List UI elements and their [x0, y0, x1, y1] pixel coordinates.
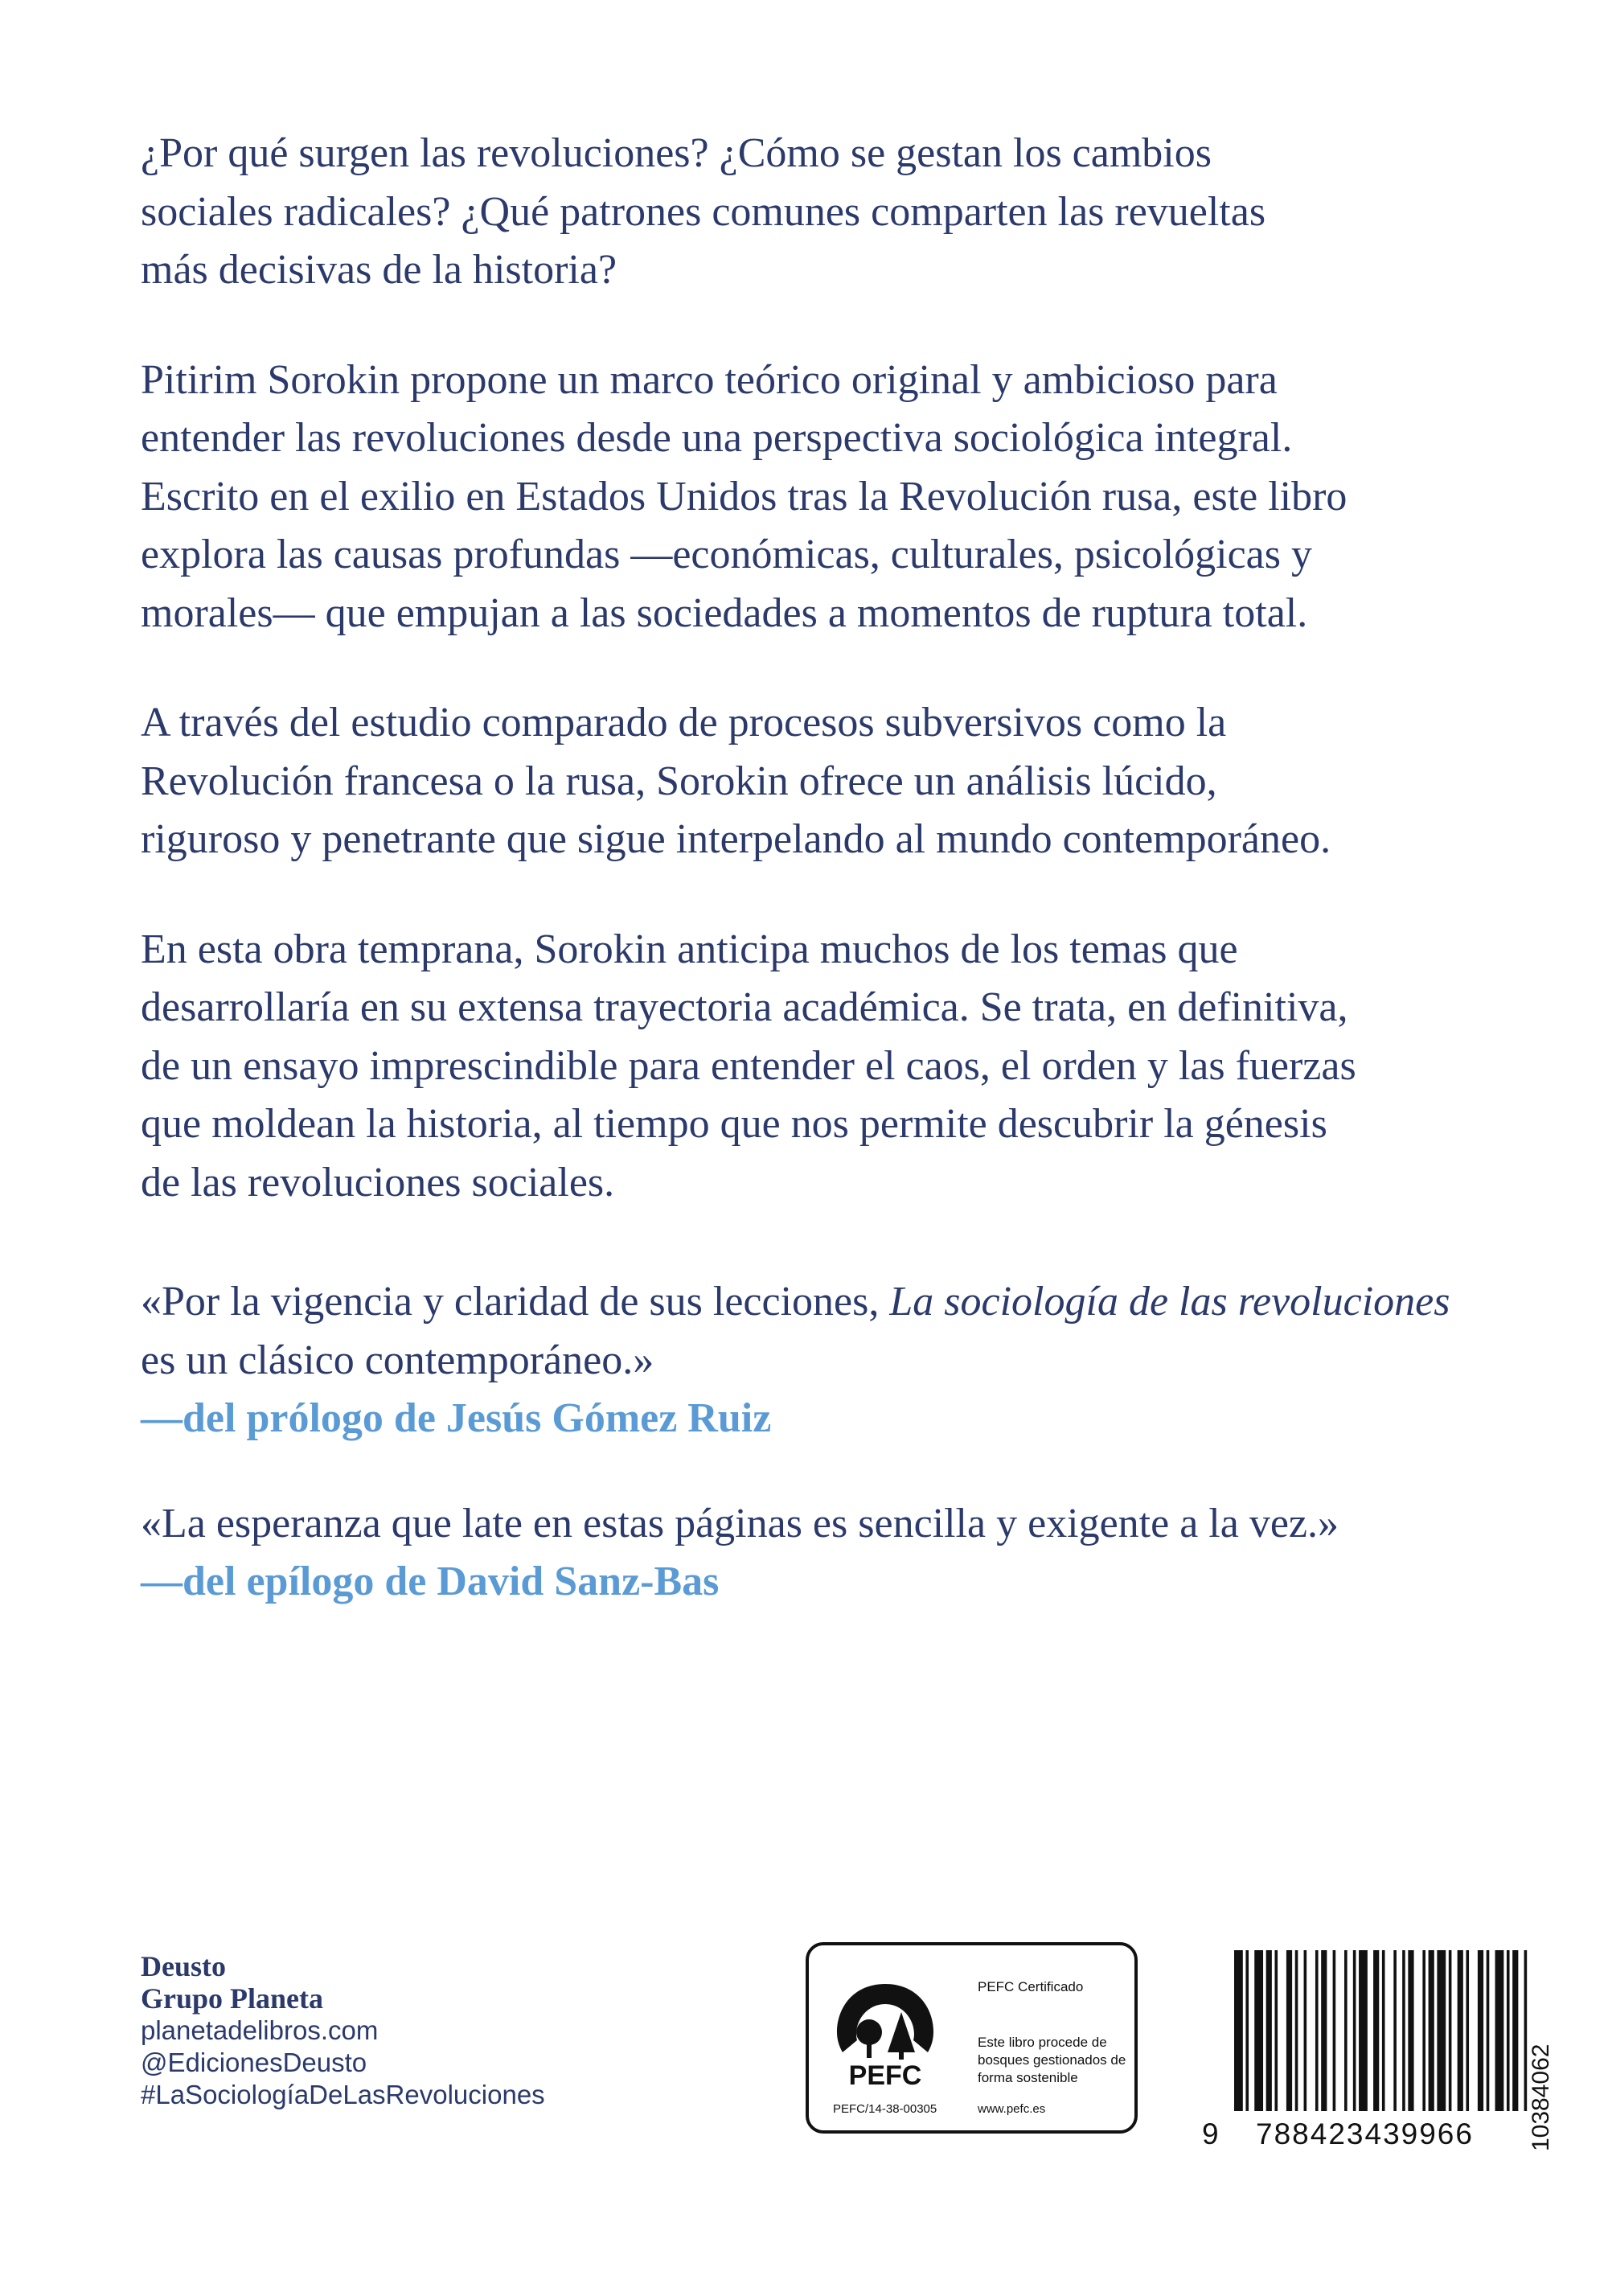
- publisher-name: Deusto: [141, 1950, 226, 1982]
- barcode-bar: [1315, 1950, 1319, 2111]
- barcode-digits: 788423439966: [1256, 2117, 1474, 2150]
- barcode-bar: [1487, 1950, 1490, 2111]
- barcode-bar: [1429, 1950, 1434, 2111]
- barcode-lead-digit: 9: [1202, 2117, 1219, 2150]
- barcode-bar: [1333, 1950, 1336, 2111]
- barcode-bar: [1344, 1950, 1348, 2111]
- quote-1-attribution: —del prólogo de Jesús Gómez Ruiz: [141, 1395, 772, 1441]
- synopsis-paragraph-1: ¿Por qué surgen las revoluciones? ¿Cómo se gestan los cambios sociales radicales? ¿Qué patrones comunes comparten las revueltas más decisivas de la historia?: [141, 130, 1266, 293]
- barcode-bar: [1507, 1950, 1510, 2111]
- barcode-bar: [1408, 1950, 1413, 2111]
- barcode-bar: [1266, 1950, 1272, 2111]
- isbn-barcode: [1202, 1950, 1536, 2159]
- pefc-description: Este libro procede de bosques gestionados de forma sostenible: [978, 2035, 1126, 2085]
- synopsis-paragraph-2: Pitirim Sorokin propone un marco teórico original y ambicioso para entender las revoluciones desde una perspectiva sociológica integral. Escrito en el exilio en Estados Unidos tras la Revolución rusa, este libro explora las causas profundas —económicas, culturales, psicológicas y morales— que empujan a las sociedades a momentos de ruptura total.: [141, 356, 1348, 636]
- barcode-bar: [1402, 1950, 1405, 2111]
- svg-text:PEFC: PEFC: [848, 2060, 922, 2089]
- book-title: La sociología de las revoluciones: [889, 1279, 1450, 1325]
- pefc-certification-box: [806, 1942, 1138, 2134]
- barcode-bar: [1254, 1950, 1263, 2111]
- barcode-bar: [1353, 1950, 1356, 2111]
- barcode-bar: [1422, 1950, 1425, 2111]
- product-code: 10384062: [1528, 2043, 1554, 2151]
- barcode-bar: [1478, 1950, 1483, 2111]
- barcode-bar: [1234, 1950, 1243, 2111]
- barcode-bar: [1466, 1950, 1469, 2111]
- publisher-handle: @EdicionesDeusto: [141, 2048, 367, 2077]
- publisher-website: planetadelibros.com: [141, 2015, 379, 2045]
- publisher-group: Grupo Planeta: [141, 1982, 324, 2015]
- barcode-bar: [1393, 1950, 1397, 2111]
- book-hashtag: #LaSociologíaDeLasRevoluciones: [141, 2080, 545, 2109]
- synopsis: [141, 125, 1491, 1212]
- barcode-bar: [1458, 1950, 1463, 2111]
- pefc-code: PEFC/14-38-00305: [833, 2102, 937, 2116]
- barcode-bar: [1304, 1950, 1307, 2111]
- barcode-bar: [1382, 1950, 1385, 2111]
- barcode-bar: [1437, 1950, 1446, 2111]
- barcode-bar: [1512, 1950, 1518, 2111]
- barcode-bar: [1286, 1950, 1292, 2111]
- quote-2: «La esperanza que late en estas páginas es sencilla y exigente a la vez.»: [141, 1500, 1339, 1546]
- pefc-certified-label: PEFC Certificado: [978, 1979, 1084, 1994]
- barcode-bar: [1373, 1950, 1379, 2111]
- barcode-bar: [1295, 1950, 1298, 2111]
- barcode-bar: [1274, 1950, 1278, 2111]
- barcode-bar: [1321, 1950, 1327, 2111]
- barcode-bar: [1359, 1950, 1368, 2111]
- barcode-bar: [1245, 1950, 1249, 2111]
- synopsis-paragraph-3: A través del estudio comparado de procesos subversivos como la Revolución francesa o la rusa, Sorokin ofrece un análisis lúcido, riguroso y penetrante que sigue interpelando al mundo contemporáneo.: [141, 700, 1331, 862]
- quote-2-attribution: —del epílogo de David Sanz-Bas: [141, 1559, 720, 1604]
- quote-1: «Por la vigencia y claridad de sus lecciones, La sociología de las revoluciones es un clásico contemporáneo.»: [141, 1279, 1450, 1383]
- publisher-info: [141, 1950, 545, 2111]
- pefc-logo-icon: [825, 1976, 946, 2089]
- barcode-bar: [1495, 1950, 1504, 2111]
- pefc-website: www.pefc.es: [978, 2102, 1046, 2116]
- quotes: [141, 1273, 1508, 1612]
- synopsis-paragraph-4: En esta obra temprana, Sorokin anticipa muchos de los temas que desarrollaría en su extensa trayectoria académica. Se trata, en definitiva, de un ensayo imprescindible para entender el caos, el orden y las fuerzas que moldean la historia, al tiempo que nos permite descubrir la génesis de las revoluciones sociales.: [141, 926, 1356, 1206]
- barcode-bar: [1449, 1950, 1452, 2111]
- barcode-bars: [1234, 1950, 1536, 2111]
- barcode-bar: [1524, 1950, 1528, 2111]
